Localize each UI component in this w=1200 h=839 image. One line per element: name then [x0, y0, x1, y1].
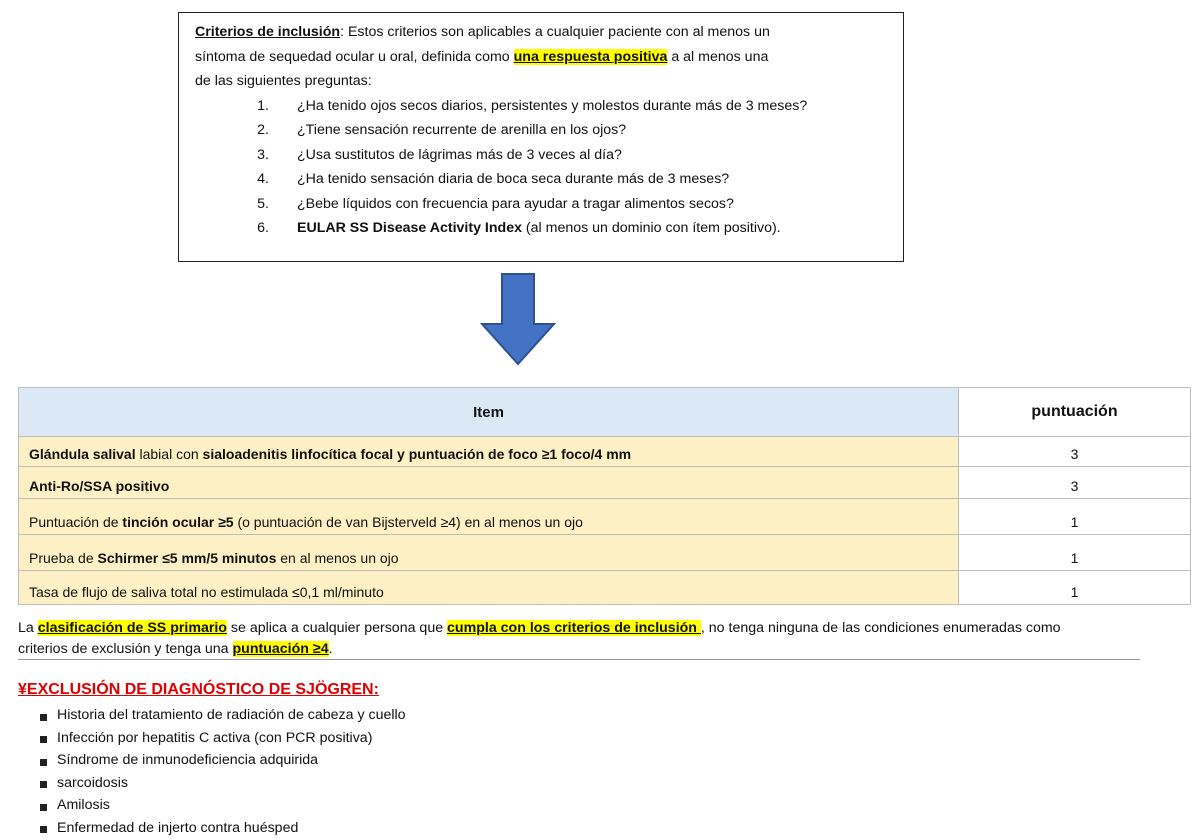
header-score: puntuación	[959, 388, 1191, 437]
row-item-text: Tasa de flujo de saliva total no estimulada ≤0,1 ml/minuto	[29, 584, 384, 600]
summary-highlight: cumpla con los criterios de inclusión	[447, 620, 701, 636]
question-text-rest: (al menos un dominio con ítem positivo).	[522, 220, 781, 236]
inclusion-intro	[195, 20, 889, 45]
question-text: ¿Ha tenido ojos secos diarios, persistentes y molestos durante más de 3 meses?	[269, 94, 807, 119]
row-item-bold: sialoadenitis linfocítica focal y puntuación de foco ≥1 foco/4 mm	[203, 446, 632, 462]
inclusion-intro-text-c: a al menos una	[667, 49, 768, 65]
summary-highlight: puntuación ≥4	[233, 641, 329, 657]
inclusion-intro-text-a: : Estos criterios son aplicables a cualquier paciente con al menos un	[340, 24, 770, 40]
square-bullet-icon	[40, 736, 47, 743]
table-row	[19, 571, 1191, 605]
row-item	[19, 499, 959, 535]
row-item	[19, 571, 959, 605]
table-header-row	[19, 388, 1191, 437]
summary-highlight: clasificación de SS primario	[38, 620, 227, 636]
list-item	[40, 817, 406, 839]
question-number: 4.	[195, 167, 269, 192]
inclusion-intro-line3: de las siguientes preguntas:	[195, 69, 889, 94]
list-item	[40, 772, 406, 795]
list-item	[195, 94, 889, 119]
table-row	[19, 535, 1191, 571]
question-text: ¿Bebe líquidos con frecuencia para ayudar a tragar alimentos secos?	[269, 192, 734, 217]
inclusion-intro-line2	[195, 45, 889, 70]
exclusion-list	[40, 704, 406, 839]
question-number: 3.	[195, 143, 269, 168]
square-bullet-icon	[40, 826, 47, 833]
question-number: 6.	[195, 216, 269, 241]
score-table	[18, 387, 1191, 605]
down-arrow-icon	[480, 272, 556, 366]
exclusion-item-text: Enfermedad de injerto contra huésped	[57, 817, 298, 839]
classification-summary	[18, 618, 1158, 660]
list-item	[195, 167, 889, 192]
square-bullet-icon	[40, 759, 47, 766]
summary-text: criterios de exclusión y tenga una	[18, 641, 233, 657]
exclusion-item-text: Historia del tratamiento de radiación de cabeza y cuello	[57, 704, 406, 726]
inclusion-criteria-box	[178, 12, 904, 262]
row-score: 1	[959, 535, 1191, 571]
row-score: 1	[959, 571, 1191, 605]
question-number: 1.	[195, 94, 269, 119]
row-item-bold: tinción ocular ≥5	[122, 514, 233, 530]
question-list	[195, 94, 889, 241]
table-row	[19, 499, 1191, 535]
question-text: ¿Usa sustitutos de lágrimas más de 3 veces al día?	[269, 143, 622, 168]
question-text: ¿Tiene sensación recurrente de arenilla en los ojos?	[269, 118, 626, 143]
header-item: Item	[19, 388, 959, 437]
row-item-text: Puntuación de	[29, 514, 122, 530]
row-item	[19, 467, 959, 499]
inclusion-title: Criterios de inclusión	[195, 24, 340, 40]
question-number: 5.	[195, 192, 269, 217]
question-text	[269, 216, 781, 241]
square-bullet-icon	[40, 714, 47, 721]
list-item	[40, 794, 406, 817]
summary-text: .	[329, 641, 333, 657]
list-item	[195, 143, 889, 168]
list-item	[40, 749, 406, 772]
exclusion-item-text: Amilosis	[57, 794, 110, 816]
question-number: 2.	[195, 118, 269, 143]
inclusion-highlight: una respuesta positiva	[514, 49, 668, 65]
row-score: 1	[959, 499, 1191, 535]
summary-text: La	[18, 620, 38, 636]
exclusion-item-text: sarcoidosis	[57, 772, 128, 794]
table-row	[19, 467, 1191, 499]
row-item	[19, 535, 959, 571]
inclusion-intro-text-b: síntoma de sequedad ocular u oral, definida como	[195, 49, 514, 65]
row-item-text: Prueba de	[29, 550, 98, 566]
question-text: ¿Ha tenido sensación diaria de boca seca durante más de 3 meses?	[269, 167, 729, 192]
exclusion-item-text: Síndrome de inmunodeficiencia adquirida	[57, 749, 318, 771]
divider	[18, 659, 1140, 660]
row-item	[19, 437, 959, 467]
summary-text: se aplica a cualquier persona que	[227, 620, 447, 636]
summary-text: , no tenga ninguna de las condiciones enumeradas como	[701, 620, 1061, 636]
row-item-bold: Glándula salival	[29, 446, 136, 462]
row-score: 3	[959, 467, 1191, 499]
row-item-bold: Anti-Ro/SSA positivo	[29, 478, 169, 494]
square-bullet-icon	[40, 804, 47, 811]
list-item	[40, 727, 406, 750]
list-item	[195, 192, 889, 217]
exclusion-title: ¥EXCLUSIÓN DE DIAGNÓSTICO DE SJÖGREN:	[18, 681, 379, 699]
list-item	[40, 704, 406, 727]
row-item-text: (o puntuación de van Bijsterveld ≥4) en al menos un ojo	[234, 514, 583, 530]
question-text-bold: EULAR SS Disease Activity Index	[297, 220, 522, 236]
row-item-text: en al menos un ojo	[276, 550, 398, 566]
square-bullet-icon	[40, 781, 47, 788]
row-item-bold: Schirmer ≤5 mm/5 minutos	[98, 550, 277, 566]
row-item-text: labial con	[136, 446, 203, 462]
list-item	[195, 216, 889, 241]
exclusion-item-text: Infección por hepatitis C activa (con PCR positiva)	[57, 727, 372, 749]
list-item	[195, 118, 889, 143]
row-score: 3	[959, 437, 1191, 467]
table-row	[19, 437, 1191, 467]
